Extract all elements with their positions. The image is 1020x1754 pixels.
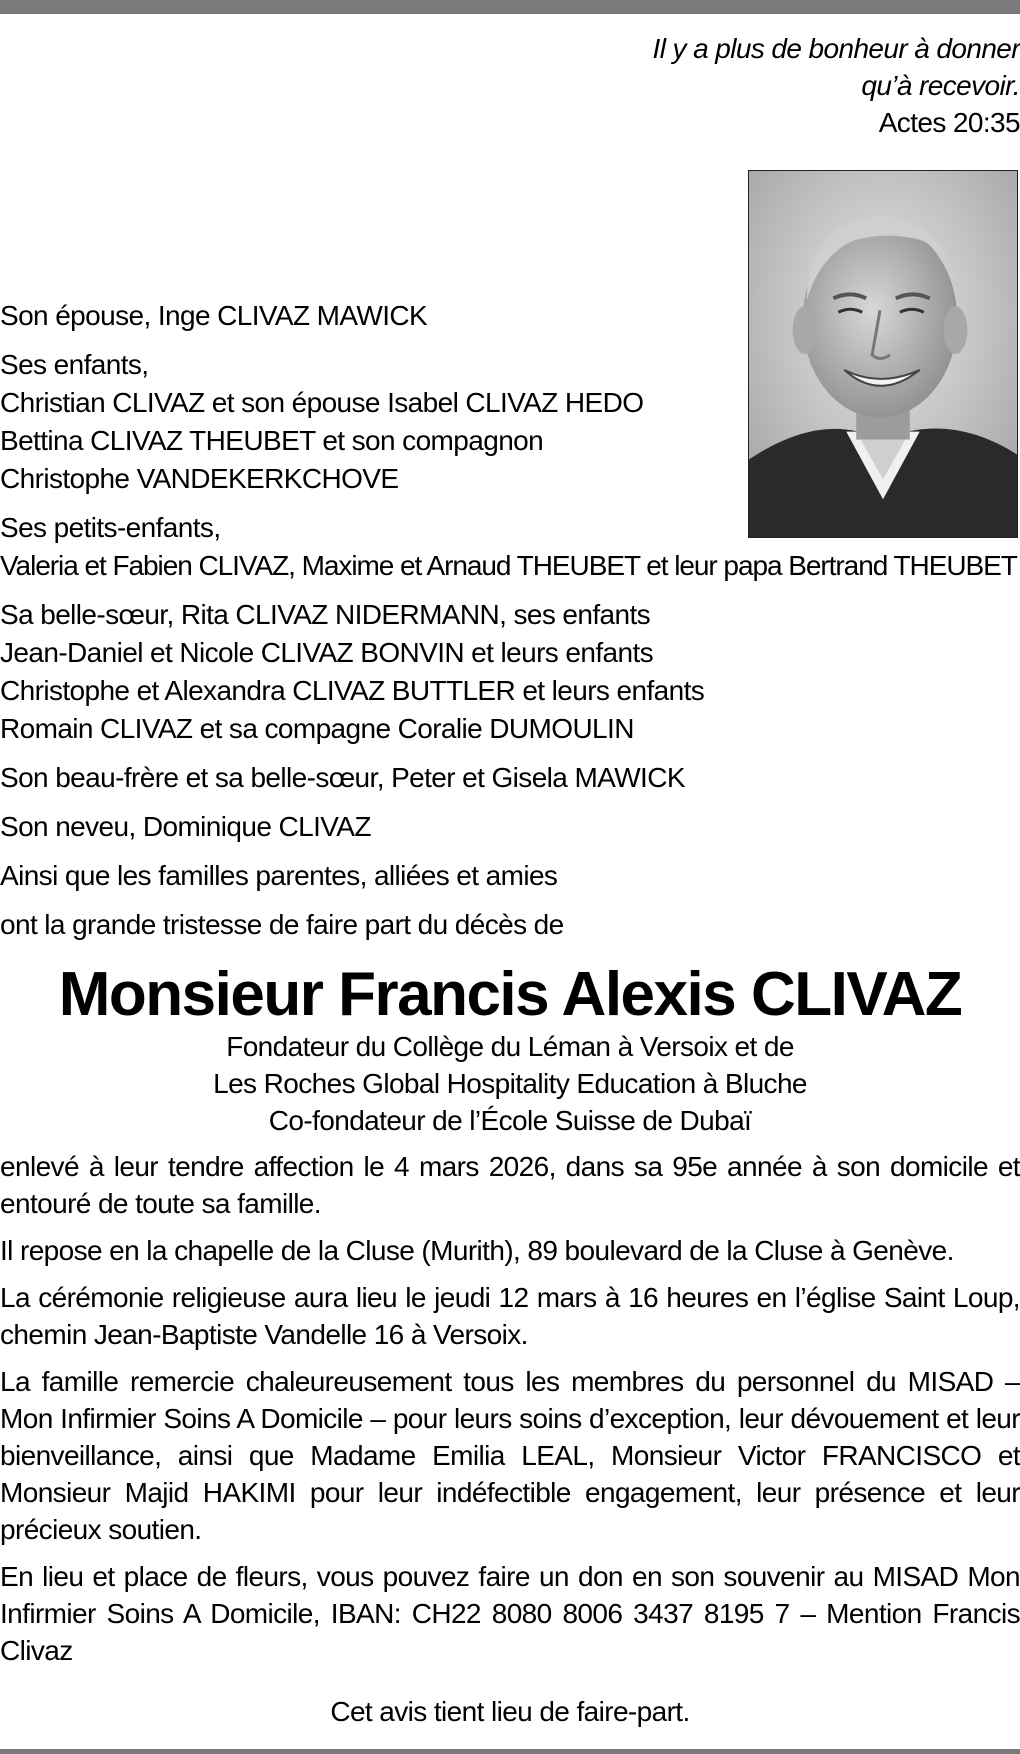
death-paragraph: enlevé à leur tendre affection le 4 mars 2026, dans sa 95e année à son domicile et entouré de toute sa famille. <box>0 1151 1020 1219</box>
quote-line-2: qu’à recevoir. <box>861 70 1020 101</box>
top-rule <box>0 0 1020 14</box>
grandchildren-names: Valeria et Fabien CLIVAZ, Maxime et Arnaud THEUBET et leur papa Bertrand THEUBET <box>0 550 1017 581</box>
title-line: Fondateur du Collège du Léman à Versoix et de <box>226 1031 794 1062</box>
bible-quote <box>400 30 1020 141</box>
repose-paragraph: Il repose en la chapelle de la Cluse (Murith), 89 boulevard de la Cluse à Genève. <box>0 1235 954 1266</box>
title-line: Les Roches Global Hospitality Education à Bluche <box>213 1068 807 1099</box>
closing-line: Cet avis tient lieu de faire-part. <box>330 1696 690 1727</box>
child-line: Bettina CLIVAZ THEUBET et son compagnon <box>0 425 544 456</box>
child-line: Christophe VANDEKERKCHOVE <box>0 463 399 494</box>
quote-reference: Actes 20:35 <box>878 107 1020 138</box>
thanks-paragraph: La famille remercie chaleureusement tous les membres du personnel du MISAD – Mon Infirmier Soins A Domicile – pour leurs soins d’exception, leur dévouement et leur bienveillance, ainsi que Madame Emilia LEAL, Monsieur Victor FRANCISCO et Monsieur Majid HAKIMI pour leur indéfectible engagement, leur présence et leur précieux soutien. <box>0 1366 1020 1545</box>
deceased-name: Monsieur Francis Alexis CLIVAZ <box>58 960 962 1029</box>
children-heading: Ses enfants, <box>0 349 149 380</box>
family-in-laws: Son beau-frère et sa belle-sœur, Peter et Gisela MAWICK <box>0 762 685 793</box>
announcement-line: ont la grande tristesse de faire part du décès de <box>0 909 564 940</box>
deceased-titles <box>0 1028 1020 1139</box>
family-list <box>0 297 1020 955</box>
family-relatives: Ainsi que les familles parentes, alliées et amies <box>0 860 558 891</box>
sister-in-law-line: Christophe et Alexandra CLIVAZ BUTTLER et leurs enfants <box>0 675 705 706</box>
family-nephew: Son neveu, Dominique CLIVAZ <box>0 811 371 842</box>
sister-in-law-line: Romain CLIVAZ et sa compagne Coralie DUMOULIN <box>0 713 634 744</box>
title-line: Co-fondateur de l’École Suisse de Dubaï <box>268 1105 752 1136</box>
child-line: Christian CLIVAZ et son épouse Isabel CLIVAZ HEDO <box>0 387 644 418</box>
bottom-rule <box>0 1749 1020 1754</box>
family-spouse: Son épouse, Inge CLIVAZ MAWICK <box>0 300 428 331</box>
ceremony-paragraph: La cérémonie religieuse aura lieu le jeudi 12 mars à 16 heures en l’église Saint Loup, chemin Jean-Baptiste Vandelle 16 à Versoix. <box>0 1282 1020 1350</box>
sister-in-law-line: Jean-Daniel et Nicole CLIVAZ BONVIN et leurs enfants <box>0 637 654 668</box>
grandchildren-heading: Ses petits-enfants, <box>0 512 221 543</box>
notice-body <box>0 1148 1020 1679</box>
donation-paragraph: En lieu et place de fleurs, vous pouvez faire un don en son souvenir au MISAD Mon Infirmier Soins A Domicile, IBAN: CH22 8080 8006 3437 8195 7 – Mention Francis Clivaz <box>0 1561 1020 1666</box>
sister-in-law-line: Sa belle-sœur, Rita CLIVAZ NIDERMANN, ses enfants <box>0 599 651 630</box>
quote-line-1: Il y a plus de bonheur à donner <box>652 33 1020 64</box>
